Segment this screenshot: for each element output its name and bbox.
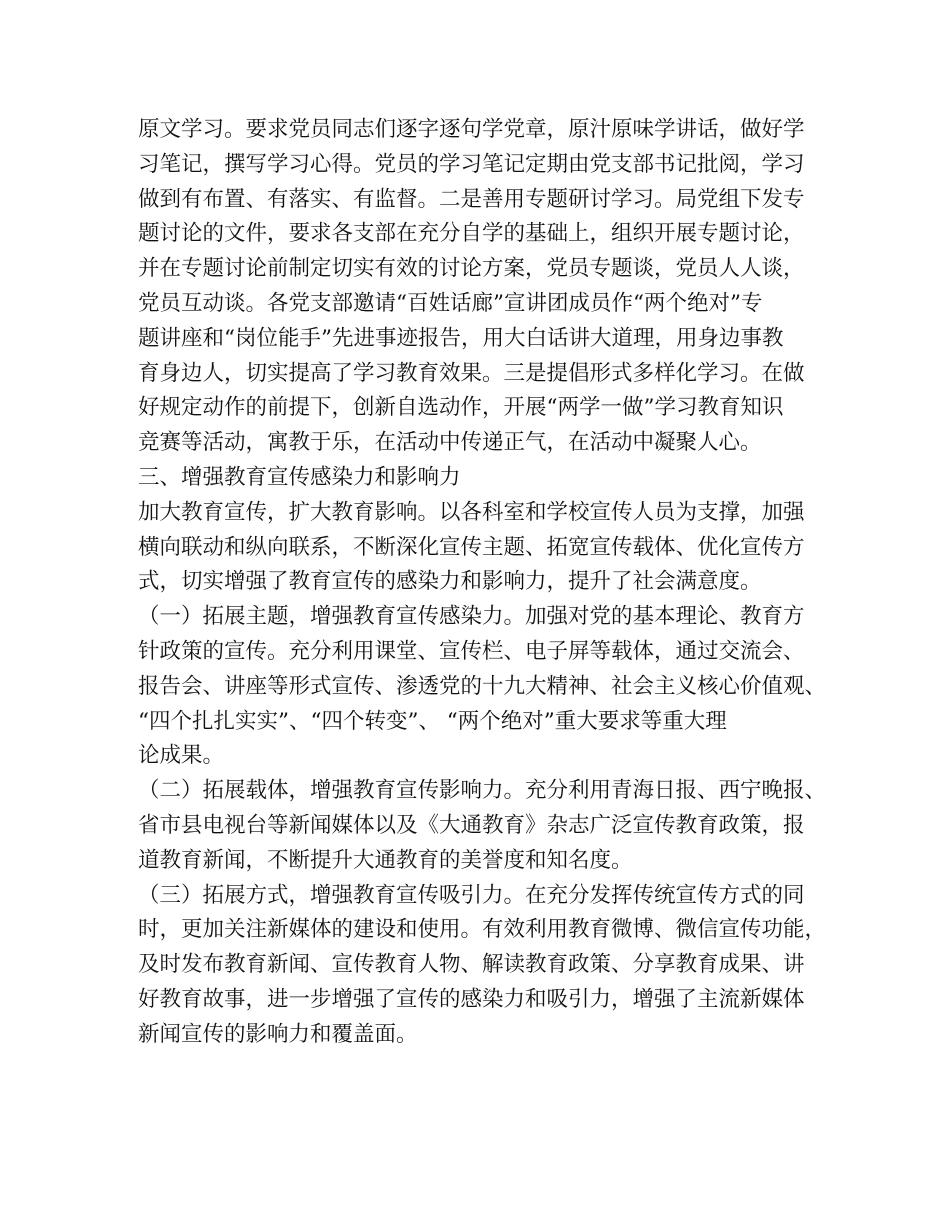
text-line: 横向联动和纵向联系，不断深化宣传主题、拓宽宣传载体、优化宣传方: [138, 534, 805, 560]
text-line: 式，切实增强了教育宣传的感染力和影响力，提升了社会满意度。: [138, 569, 762, 595]
text-line: 及时发布教育新闻、宣传教育人物、解读教育政策、分享教育成果、讲: [138, 952, 805, 978]
section-heading: 三、增强教育宣传感染力和影响力: [138, 464, 461, 490]
text-line: 做到有布置、有落实、有监督。二是善用专题研讨学习。局党组下发专: [138, 186, 805, 212]
text-line: 新闻宣传的影响力和覆盖面。: [138, 1021, 418, 1047]
text-line: 并在专题讨论前制定切实有效的讨论方案，党员专题谈，党员人人谈，: [138, 256, 805, 282]
text-line: 省市县电视台等新闻媒体以及《大通教育》杂志广泛宣传教育政策，报: [138, 812, 805, 838]
text-line: 习笔记，撰写学习心得。党员的学习笔记定期由党支部书记批阅，学习: [138, 151, 805, 177]
text-line: 道教育新闻，不断提升大通教育的美誉度和知名度。: [138, 847, 633, 873]
text-line: 论成果。: [138, 743, 225, 769]
text-line: （三）拓展方式，增强教育宣传吸引力。在充分发挥传统宣传方式的同: [138, 882, 805, 908]
text-line: 竞赛等活动，寓教于乐，在活动中传递正气，在活动中凝聚人心。: [138, 430, 762, 456]
text-line: （一）拓展主题，增强教育宣传感染力。加强对党的基本理论、教育方: [138, 604, 805, 630]
text-line: 党员互动谈。各党支部邀请“百姓话廊”宣讲团成员作“两个绝对”专: [138, 290, 763, 316]
text-line: 题讨论的文件，要求各支部在充分自学的基础上，组织开展专题讨论，: [138, 221, 805, 247]
text-line: 题讲座和“岗位能手”先进事迹报告，用大白话讲大道理，用身边事教: [138, 325, 784, 351]
text-line: 时，更加关注新媒体的建设和使用。有效利用教育微博、微信宣传功能，: [138, 917, 827, 943]
text-line: 报告会、讲座等形式宣传、渗透党的十九大精神、社会主义核心价值观、: [138, 673, 827, 699]
text-line: 育身边人，切实提高了学习教育效果。三是提倡形式多样化学习。在做: [138, 360, 805, 386]
text-line: 好规定动作的前提下，创新自选动作，开展“两学一做”学习教育知识: [138, 395, 784, 421]
text-line: 针政策的宣传。充分利用课堂、宣传栏、电子屏等载体，通过交流会、: [138, 638, 805, 664]
text-line: 原文学习。要求党员同志们逐字逐句学党章，原汁原味学讲话，做好学: [138, 117, 805, 142]
text-line: 加大教育宣传，扩大教育影响。以各科室和学校宣传人员为支撑，加强: [138, 499, 805, 525]
text-line: （二）拓展载体，增强教育宣传影响力。充分利用青海日报、西宁晚报、: [138, 778, 827, 804]
text-line: “四个扎扎实实”、“四个转变”、 “两个绝对”重大要求等重大理: [138, 708, 727, 734]
document-body: [138, 113, 838, 1053]
text-line: 好教育故事，进一步增强了宣传的感染力和吸引力，增强了主流新媒体: [138, 986, 805, 1012]
